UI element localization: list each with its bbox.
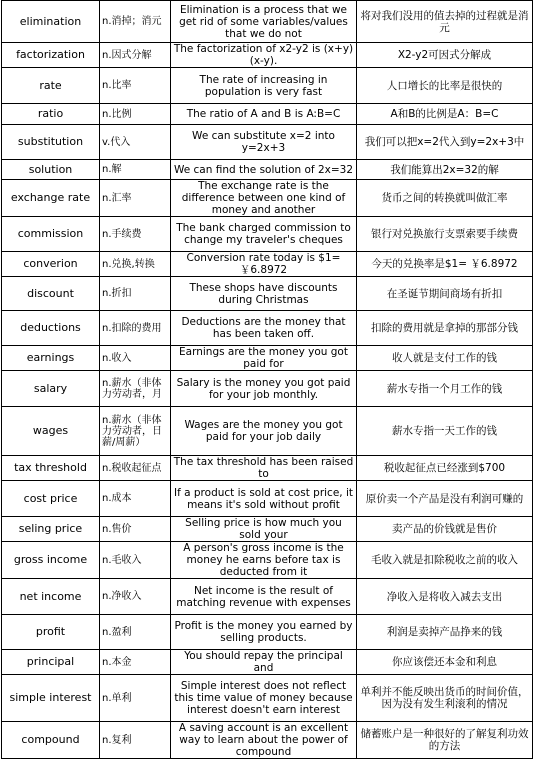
chinese-translation-cell: 银行对兑换旅行支票索要手续费	[357, 217, 533, 252]
english-example-cell: The bank charged commission to change my traveler's cheques	[171, 217, 357, 252]
term-cell: discount	[2, 277, 100, 311]
english-example-cell: You should repay the principal and	[171, 650, 357, 675]
table-row	[2, 104, 533, 125]
english-example-cell: The exchange rate is the difference between one kind of money and another	[171, 180, 357, 217]
english-example-cell: Selling price is how much you sold your	[171, 517, 357, 542]
chinese-translation-cell: 货币之间的转换就叫做汇率	[357, 180, 533, 217]
english-example-cell: We can find the solution of 2x=32	[171, 160, 357, 180]
chinese-translation-cell: 卖产品的价钱就是售价	[357, 517, 533, 542]
term-cell: factorization	[2, 43, 100, 68]
term-cell: tax threshold	[2, 456, 100, 481]
english-example-cell: The rate of increasing in population is very fast	[171, 68, 357, 104]
term-cell: principal	[2, 650, 100, 675]
term-cell: wages	[2, 407, 100, 456]
part-of-speech-cell: n.收入	[100, 346, 171, 371]
chinese-translation-cell: 原价卖一个产品是没有利润可赚的	[357, 481, 533, 517]
part-of-speech-cell: n.薪水（非体力劳动者，月	[100, 371, 171, 407]
english-example-cell: Profit is the money you earned by selling products.	[171, 615, 357, 650]
part-of-speech-cell: n.本金	[100, 650, 171, 675]
part-of-speech-cell: n.消掉；消元	[100, 1, 171, 43]
table-row	[2, 346, 533, 371]
chinese-translation-cell: 收人就是支付工作的钱	[357, 346, 533, 371]
term-cell: simple interest	[2, 675, 100, 722]
part-of-speech-cell: n.比率	[100, 68, 171, 104]
english-example-cell: Deductions are the money that has been taken off.	[171, 311, 357, 346]
chinese-translation-cell: 薪水专指一个月工作的钱	[357, 371, 533, 407]
part-of-speech-cell: n.折扣	[100, 277, 171, 311]
term-cell: solution	[2, 160, 100, 180]
chinese-translation-cell: 今天的兑换率是$1= ￥6.8972	[357, 252, 533, 277]
term-cell: commission	[2, 217, 100, 252]
term-cell: earnings	[2, 346, 100, 371]
table-row	[2, 217, 533, 252]
table-row	[2, 517, 533, 542]
english-example-cell: We can substitute x=2 into y=2x+3	[171, 125, 357, 160]
part-of-speech-cell: n.盈利	[100, 615, 171, 650]
chinese-translation-cell: 税收起征点已经涨到$700	[357, 456, 533, 481]
part-of-speech-cell: n.单利	[100, 675, 171, 722]
english-example-cell: If a product is sold at cost price, it means it's sold without profit	[171, 481, 357, 517]
english-example-cell: Elimination is a process that we get rid of some variables/values that we do not	[171, 1, 357, 43]
english-example-cell: Simple interest does not reflect this time value of money because interest doesn't earn interest	[171, 675, 357, 722]
chinese-translation-cell: 在圣诞节期间商场有折扣	[357, 277, 533, 311]
part-of-speech-cell: n.汇率	[100, 180, 171, 217]
table-row	[2, 311, 533, 346]
table-row	[2, 68, 533, 104]
part-of-speech-cell: n.售价	[100, 517, 171, 542]
table-row	[2, 650, 533, 675]
chinese-translation-cell: 薪水专指一天工作的钱	[357, 407, 533, 456]
chinese-translation-cell: 我们能算出2x=32的解	[357, 160, 533, 180]
part-of-speech-cell: n.扣除的费用	[100, 311, 171, 346]
english-example-cell: Wages are the money you got paid for your job daily	[171, 407, 357, 456]
table-row	[2, 407, 533, 456]
chinese-translation-cell: 单利并不能反映出货币的时间价值，因为没有发生利滚利的情况	[357, 675, 533, 722]
table-row	[2, 277, 533, 311]
table-row	[2, 675, 533, 722]
chinese-translation-cell: 储蓄账户是一种很好的了解复利功效的方法	[357, 722, 533, 759]
term-cell: ratio	[2, 104, 100, 125]
chinese-translation-cell: 利润是卖掉产品挣来的钱	[357, 615, 533, 650]
term-cell: deductions	[2, 311, 100, 346]
term-cell: net income	[2, 579, 100, 615]
term-cell: gross income	[2, 542, 100, 579]
table-row	[2, 615, 533, 650]
part-of-speech-cell: n.毛收入	[100, 542, 171, 579]
table-row	[2, 125, 533, 160]
table-row	[2, 252, 533, 277]
chinese-translation-cell: 我们可以把x=2代入到y=2x+3中	[357, 125, 533, 160]
chinese-translation-cell: 你应该偿还本金和利息	[357, 650, 533, 675]
term-cell: exchange rate	[2, 180, 100, 217]
english-example-cell: The factorization of x2-y2 is (x+y)(x-y).	[171, 43, 357, 68]
term-cell: cost price	[2, 481, 100, 517]
part-of-speech-cell: v.代入	[100, 125, 171, 160]
part-of-speech-cell: n.复利	[100, 722, 171, 759]
table-row	[2, 371, 533, 407]
term-cell: rate	[2, 68, 100, 104]
term-cell: seling price	[2, 517, 100, 542]
term-cell: elimination	[2, 1, 100, 43]
english-example-cell: A saving account is an excellent way to learn about the power of compound	[171, 722, 357, 759]
table-row	[2, 160, 533, 180]
chinese-translation-cell: X2-y2可因式分解成	[357, 43, 533, 68]
english-example-cell: Salary is the money you got paid for your job monthly.	[171, 371, 357, 407]
part-of-speech-cell: n.税收起征点	[100, 456, 171, 481]
table-row	[2, 579, 533, 615]
chinese-translation-cell: A和B的比例是A：B=C	[357, 104, 533, 125]
part-of-speech-cell: n.净收入	[100, 579, 171, 615]
part-of-speech-cell: n.因式分解	[100, 43, 171, 68]
chinese-translation-cell: 净收入是将收入减去支出	[357, 579, 533, 615]
part-of-speech-cell: n.比例	[100, 104, 171, 125]
english-example-cell: Earnings are the money you got paid for	[171, 346, 357, 371]
vocabulary-table-body	[2, 1, 533, 759]
part-of-speech-cell: n.兑换,转换	[100, 252, 171, 277]
table-row	[2, 1, 533, 43]
english-example-cell: Net income is the result of matching revenue with expenses	[171, 579, 357, 615]
table-row	[2, 542, 533, 579]
vocabulary-table	[1, 0, 533, 759]
english-example-cell: Conversion rate today is $1= ￥6.8972	[171, 252, 357, 277]
table-row	[2, 722, 533, 759]
table-row	[2, 456, 533, 481]
term-cell: profit	[2, 615, 100, 650]
term-cell: substitution	[2, 125, 100, 160]
part-of-speech-cell: n.成本	[100, 481, 171, 517]
table-row	[2, 43, 533, 68]
chinese-translation-cell: 将对我们没用的值去掉的过程就是消元	[357, 1, 533, 43]
table-row	[2, 481, 533, 517]
part-of-speech-cell: n.薪水（非体力劳动者，日薪/周薪）	[100, 407, 171, 456]
chinese-translation-cell: 人口增长的比率是很快的	[357, 68, 533, 104]
english-example-cell: These shops have discounts during Christmas	[171, 277, 357, 311]
term-cell: compound	[2, 722, 100, 759]
english-example-cell: The tax threshold has been raised to	[171, 456, 357, 481]
chinese-translation-cell: 毛收入就是扣除税收之前的收入	[357, 542, 533, 579]
english-example-cell: The ratio of A and B is A:B=C	[171, 104, 357, 125]
table-row	[2, 180, 533, 217]
part-of-speech-cell: n.手续费	[100, 217, 171, 252]
term-cell: salary	[2, 371, 100, 407]
term-cell: converion	[2, 252, 100, 277]
chinese-translation-cell: 扣除的费用就是拿掉的那部分钱	[357, 311, 533, 346]
english-example-cell: A person's gross income is the money he earns before tax is deducted from it	[171, 542, 357, 579]
part-of-speech-cell: n.解	[100, 160, 171, 180]
